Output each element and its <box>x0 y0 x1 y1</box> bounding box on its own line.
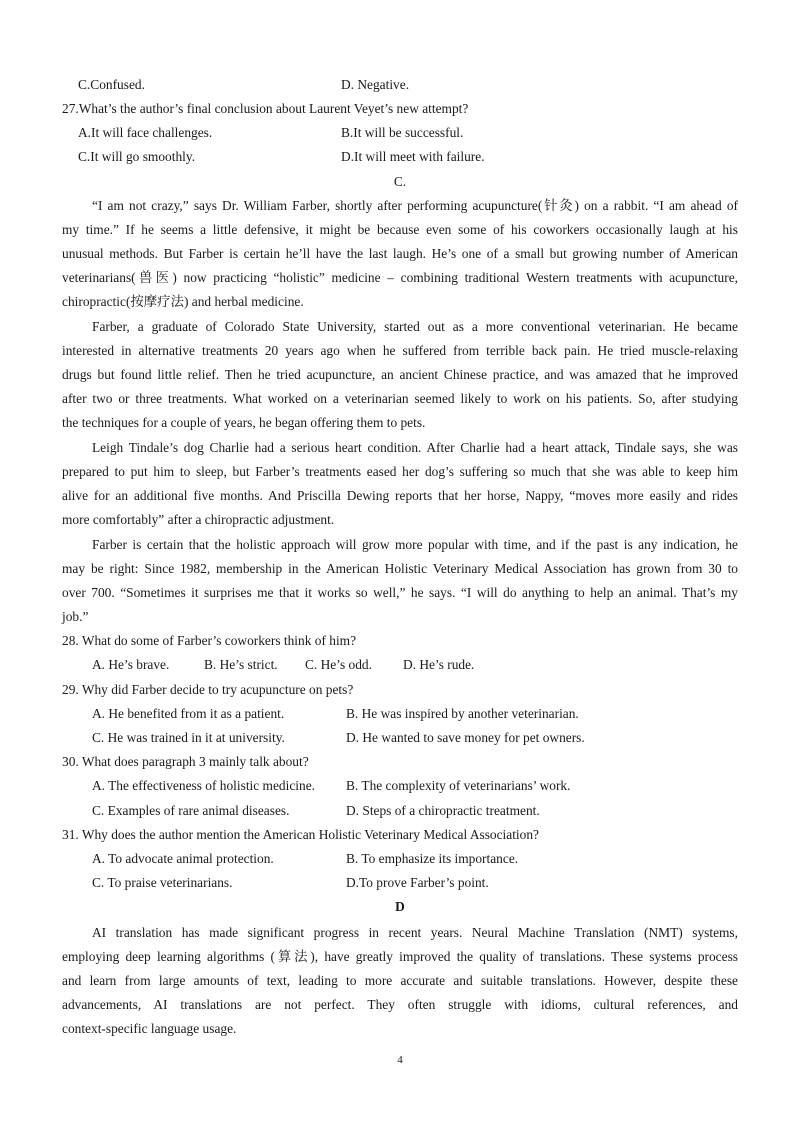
q30-option-d: D. Steps of a chiropractic treatment. <box>346 803 540 818</box>
passage-c-line: may be right: Since 1982, membership in the American Holistic Veterinary Medical Association has grown from 30 to <box>62 561 738 576</box>
q29-option-c: C. He was trained in it at university. <box>92 730 285 745</box>
q31-option-d: D.To prove Farber’s point. <box>346 875 489 890</box>
page-number: 4 <box>397 1054 403 1066</box>
q28-option-a: A. He’s brave. <box>92 657 170 672</box>
passage-d-line: context-specific language usage. <box>62 1021 237 1036</box>
passage-d-line: AI translation has made significant progress in recent years. Neural Machine Translation (NMT) systems, <box>92 925 738 940</box>
q27-option-a: A.It will face challenges. <box>78 125 213 140</box>
passage-c-line: unusual methods. But Farber is certain he’ll have the last laugh. He’s one of a small but growing number of American <box>62 246 738 261</box>
passage-c-line: Leigh Tindale’s dog Charlie had a serious heart condition. After Charlie had a heart attack, Tindale says, she was <box>92 440 738 455</box>
passage-c-line: alive for an additional five months. And Priscilla Dewing reports that her horse, Nappy, “moves more easily and rides <box>62 488 738 503</box>
passage-c-line: Farber is certain that the holistic approach will grow more popular with time, and if the past is any indication, he <box>92 537 738 552</box>
q28-stem: 28. What do some of Farber’s coworkers think of him? <box>62 633 357 648</box>
q27-option-c: C.It will go smoothly. <box>78 149 196 164</box>
passage-c-heading: C. <box>393 174 407 189</box>
passage-d-line: and learn from large amounts of text, leading to more accurate and suitable translations. However, despite these <box>62 973 738 988</box>
passage-d-line: employing deep learning algorithms (算法), have greatly improved the quality of translations. These systems process <box>62 949 738 964</box>
q30-option-a: A. The effectiveness of holistic medicine. <box>92 778 315 793</box>
q27-option-b: B.It will be successful. <box>341 125 464 140</box>
q31-option-b: B. To emphasize its importance. <box>346 851 519 866</box>
q26-option-c: C.Confused. <box>78 77 145 92</box>
q29-stem: 29. Why did Farber decide to try acupuncture on pets? <box>62 682 354 697</box>
passage-c-line: chiropractic(按摩疗法) and herbal medicine. <box>62 294 304 309</box>
q29-option-a: A. He benefited from it as a patient. <box>92 706 285 721</box>
passage-d-line: advancements, AI translations are not perfect. They often struggle with idioms, cultural references, and <box>62 997 738 1012</box>
q30-option-b: B. The complexity of veterinarians’ work. <box>346 778 571 793</box>
passage-c-line: prepared to put him to sleep, but Farber’s treatments eased her dog’s suffering so much that she was able to keep him <box>62 464 738 479</box>
q31-option-c: C. To praise veterinarians. <box>92 875 233 890</box>
q31-stem: 31. Why does the author mention the American Holistic Veterinary Medical Association? <box>62 827 539 842</box>
q27-stem: 27.What’s the author’s final conclusion about Laurent Veyet’s new attempt? <box>62 101 469 116</box>
passage-c-line: over 700. “Sometimes it surprises me that it works so well,” he says. “I will do anything to help an animal. That’s my <box>62 585 738 600</box>
passage-c-line: more comfortably” after a chiropractic adjustment. <box>62 512 335 527</box>
q30-option-c: C. Examples of rare animal diseases. <box>92 803 290 818</box>
passage-c-line: “I am not crazy,” says Dr. William Farber, shortly after performing acupuncture(针灸) on a rabbit. “I am ahead of <box>92 198 738 213</box>
q30-stem: 30. What does paragraph 3 mainly talk about? <box>62 754 309 769</box>
q28-option-d: D. He’s rude. <box>403 657 475 672</box>
passage-c-line: the techniques for a couple of years, he began offering them to pets. <box>62 415 426 430</box>
passage-c-line: my time.” If he seems a little defensive, it might be because even some of his coworkers occasionally laugh at his <box>62 222 738 237</box>
passage-c-line: job.” <box>62 609 89 624</box>
passage-c-line: after two or three treatments. What worked on a veterinarian seemed likely to work on his patients. So, after studying <box>62 391 738 406</box>
passage-c-line: drugs but found little relief. Then he tried acupuncture, an ancient Chinese practice, and was amazed that he improved <box>62 367 738 382</box>
passage-d-heading: D <box>395 899 405 914</box>
q28-option-c: C. He’s odd. <box>305 657 372 672</box>
q29-option-d: D. He wanted to save money for pet owners. <box>346 730 585 745</box>
q27-option-d: D.It will meet with failure. <box>341 149 485 164</box>
passage-c-line: veterinarians(兽医) now practicing “holistic” medicine – combining traditional Western treatments with acupuncture, <box>62 270 738 285</box>
q26-option-d: D. Negative. <box>341 77 410 92</box>
q29-option-b: B. He was inspired by another veterinarian. <box>346 706 579 721</box>
passage-c-line: Farber, a graduate of Colorado State University, started out as a more conventional veterinarian. He became <box>92 319 738 334</box>
q28-option-b: B. He’s strict. <box>204 657 278 672</box>
passage-c-line: interested in alternative treatments 20 years ago when he suffered from terrible back pain. He tried muscle-relaxing <box>62 343 738 358</box>
q31-option-a: A. To advocate animal protection. <box>92 851 274 866</box>
